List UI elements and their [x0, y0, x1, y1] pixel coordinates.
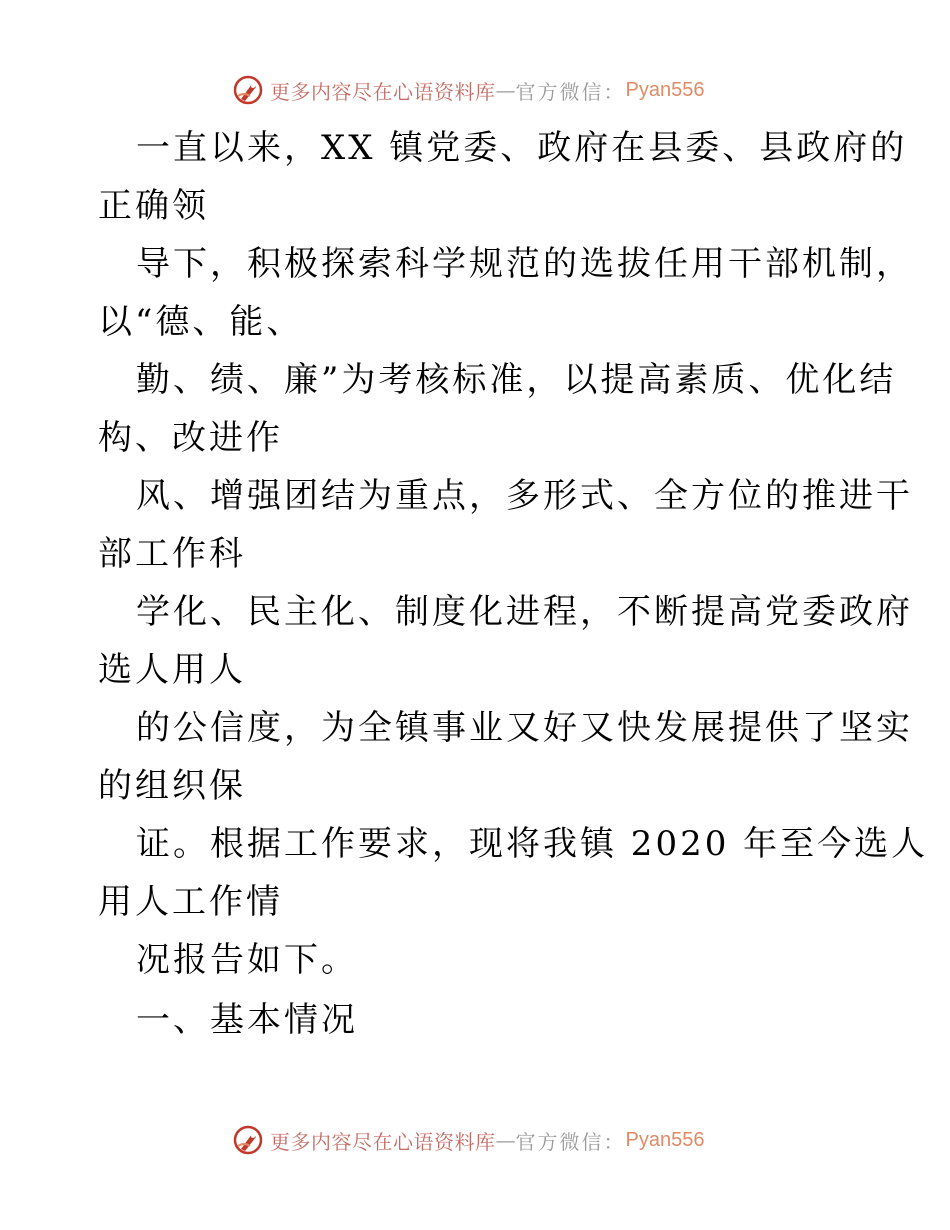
- pen-nib-logo-icon: [232, 1124, 264, 1156]
- banner-wechat-label: 官方微信：: [515, 79, 626, 104]
- paragraph-line: 风、增强团结为重点，多形式、全方位的推进干: [136, 476, 913, 516]
- paragraph-line: 勤、绩、廉”为考核标准，以提高素质、优化结: [136, 360, 897, 400]
- pen-nib-logo-icon: [232, 74, 264, 106]
- banner-tagline: 更多内容尽在心语资料库: [270, 1129, 496, 1154]
- banner-dash: —: [495, 78, 516, 102]
- paragraph-line: 以“德、能、: [98, 302, 304, 342]
- paragraph-line: 正确领: [98, 186, 209, 226]
- banner-wechat-id: Pyan556: [625, 1128, 705, 1151]
- banner-dash: —: [495, 1128, 516, 1152]
- banner-wechat-id: Pyan556: [625, 78, 705, 101]
- header-banner: [232, 72, 732, 108]
- banner-wechat-label: 官方微信：: [515, 1129, 626, 1154]
- paragraph-line: 学化、民主化、制度化进程，不断提高党委政府: [136, 592, 913, 632]
- paragraph-line: 选人用人: [98, 650, 246, 690]
- paragraph-line: 的组织保: [98, 766, 246, 806]
- footer-banner: [232, 1122, 732, 1158]
- paragraph-line: 导下，积极探索科学规范的选拔任用干部机制，: [136, 244, 913, 284]
- section-heading: 一、基本情况: [136, 1000, 358, 1040]
- paragraph-line: 的公信度，为全镇事业又好又快发展提供了坚实: [136, 708, 913, 748]
- paragraph-line: 证。根据工作要求，现将我镇 2020 年至今选人: [136, 824, 929, 864]
- paragraph-line: 部工作科: [98, 534, 246, 574]
- paragraph-line: 一直以来，XX 镇党委、政府在县委、县政府的: [136, 128, 908, 168]
- paragraph-line: 构、改进作: [98, 418, 283, 458]
- paragraph-line: 况报告如下。: [136, 940, 358, 980]
- banner-tagline: 更多内容尽在心语资料库: [270, 79, 496, 104]
- paragraph-line: 用人工作情: [98, 882, 283, 922]
